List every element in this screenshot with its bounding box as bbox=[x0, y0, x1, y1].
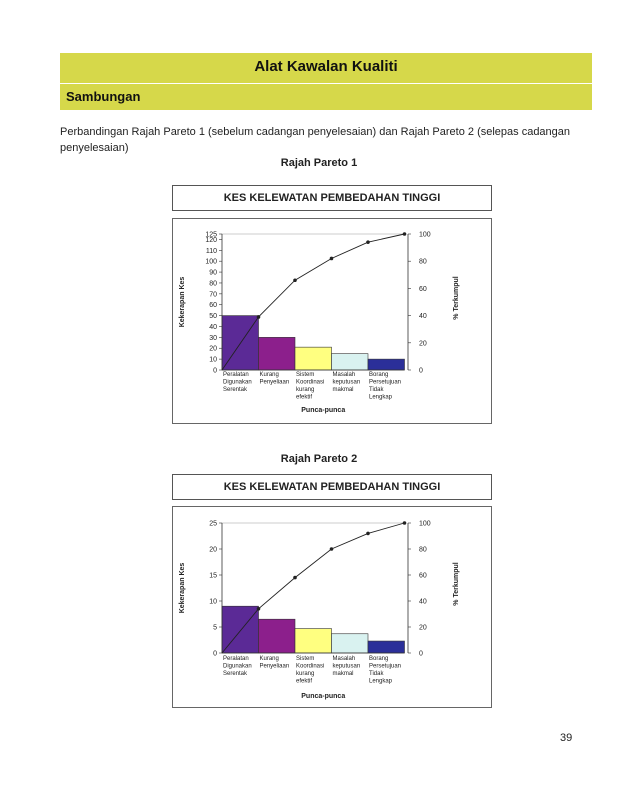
category-label: Sistem bbox=[296, 372, 315, 378]
chart-2-heading: Rajah Pareto 2 bbox=[280, 453, 358, 465]
cumulative-point bbox=[403, 232, 407, 236]
cumulative-point bbox=[366, 240, 370, 244]
pareto-chart-2 bbox=[172, 506, 492, 708]
category-label: Serentak bbox=[223, 671, 248, 677]
category-label: Digunakan bbox=[223, 663, 252, 670]
category-label: Lengkap bbox=[369, 678, 393, 685]
bar bbox=[332, 354, 369, 370]
category-label: Kurang bbox=[259, 372, 279, 378]
y-tick-label: 110 bbox=[205, 247, 217, 255]
bar bbox=[332, 634, 369, 653]
y2-tick-label: 40 bbox=[419, 598, 427, 606]
y-tick-label: 10 bbox=[209, 598, 217, 606]
y-tick-label: 25 bbox=[209, 520, 217, 528]
category-label: Serentak bbox=[223, 387, 248, 393]
y2-tick-label: 0 bbox=[419, 650, 423, 658]
bar bbox=[368, 641, 405, 653]
y-tick-label: 50 bbox=[209, 313, 217, 321]
category-label: efektif bbox=[296, 678, 313, 685]
category-label: Masalah bbox=[332, 656, 356, 662]
category-label: efektif bbox=[296, 394, 313, 401]
category-label: Lengkap bbox=[369, 394, 393, 401]
category-label: keputusan bbox=[332, 379, 361, 386]
y2-tick-label: 20 bbox=[419, 340, 427, 348]
category-label: Tidak bbox=[369, 387, 384, 393]
y-tick-label: 90 bbox=[209, 269, 217, 277]
y-tick-label: 0 bbox=[213, 367, 217, 375]
cumulative-point bbox=[257, 607, 261, 611]
category-label: kurang bbox=[296, 671, 315, 677]
category-label: Persetujuan bbox=[369, 663, 402, 670]
category-label: Koordinasi bbox=[296, 379, 325, 386]
y2-tick-label: 80 bbox=[419, 258, 427, 266]
cumulative-point bbox=[366, 532, 370, 536]
chart-1-heading: Rajah Pareto 1 bbox=[280, 157, 358, 169]
category-label: Persetujuan bbox=[369, 379, 402, 386]
category-label: Sistem bbox=[296, 656, 315, 662]
category-label: Borang bbox=[369, 372, 389, 378]
category-label: Peralatan bbox=[223, 372, 249, 378]
chart-frame bbox=[173, 507, 492, 708]
header-banner bbox=[60, 53, 592, 83]
subheader-banner bbox=[60, 84, 592, 110]
y-tick-label: 60 bbox=[209, 302, 217, 310]
cumulative-point bbox=[293, 278, 297, 282]
pareto-chart-1 bbox=[172, 218, 492, 424]
cumulative-point bbox=[330, 547, 334, 551]
category-label: keputusan bbox=[332, 663, 361, 670]
y-tick-label: 30 bbox=[209, 334, 217, 342]
y-tick-label: 15 bbox=[209, 572, 217, 580]
y-tick-label: 70 bbox=[209, 291, 217, 299]
category-label: makmal bbox=[332, 671, 354, 677]
y2-tick-label: 60 bbox=[419, 285, 427, 293]
category-label: Penyeliaan bbox=[259, 379, 290, 386]
bar bbox=[259, 619, 296, 653]
chart-1-title: KES KELEWATAN PEMBEDAHAN TINGGI bbox=[172, 185, 492, 211]
intro-text: Perbandingan Rajah Pareto 1 (sebelum cadangan penyelesaian) dan Rajah Pareto 2 (selepas cadangan penyelesaian) bbox=[60, 126, 571, 154]
y-tick-label: 125 bbox=[205, 231, 217, 239]
category-label: kurang bbox=[296, 387, 315, 393]
y-tick-label: 100 bbox=[205, 258, 217, 266]
cumulative-point bbox=[293, 576, 297, 580]
y-tick-label: 40 bbox=[209, 323, 217, 331]
bar bbox=[295, 629, 332, 653]
category-label: Peralatan bbox=[223, 656, 249, 662]
y-axis-title: Kekerapan Kes bbox=[179, 562, 186, 614]
x-axis-title: Punca-punca bbox=[301, 693, 346, 700]
category-label: Digunakan bbox=[223, 379, 252, 386]
category-label: Borang bbox=[369, 656, 389, 662]
bar bbox=[368, 359, 405, 370]
category-label: Koordinasi bbox=[296, 663, 325, 670]
page-title: Alat Kawalan Kualiti bbox=[254, 58, 398, 75]
y2-tick-label: 20 bbox=[419, 624, 427, 632]
y2-tick-label: 80 bbox=[419, 546, 427, 554]
chart-2-title: KES KELEWATAN PEMBEDAHAN TINGGI bbox=[172, 474, 492, 500]
y-tick-label: 120 bbox=[205, 236, 217, 244]
cumulative-point bbox=[257, 315, 261, 319]
y-tick-label: 20 bbox=[209, 345, 217, 353]
y-tick-label: 80 bbox=[209, 280, 217, 288]
category-label: makmal bbox=[332, 387, 354, 393]
cumulative-point bbox=[403, 521, 407, 525]
y2-tick-label: 40 bbox=[419, 313, 427, 321]
category-label: Tidak bbox=[369, 671, 384, 677]
y2-tick-label: 0 bbox=[419, 367, 423, 375]
category-label: Kurang bbox=[259, 656, 279, 662]
bar bbox=[259, 337, 296, 370]
y2-tick-label: 100 bbox=[419, 231, 431, 239]
y2-tick-label: 60 bbox=[419, 572, 427, 580]
y2-axis-title: % Terkumpul bbox=[453, 276, 460, 320]
y-tick-label: 10 bbox=[209, 356, 217, 364]
y2-tick-label: 100 bbox=[419, 520, 431, 528]
section-subtitle: Sambungan bbox=[66, 89, 141, 104]
page-number: 39 bbox=[560, 732, 573, 744]
cumulative-point bbox=[330, 257, 334, 261]
x-axis-title: Punca-punca bbox=[301, 407, 346, 414]
bar bbox=[295, 347, 332, 370]
y-tick-label: 5 bbox=[213, 624, 217, 632]
category-label: Penyeliaan bbox=[259, 663, 290, 670]
y2-axis-title: % Terkumpul bbox=[453, 562, 460, 606]
y-tick-label: 20 bbox=[209, 546, 217, 554]
category-label: Masalah bbox=[332, 372, 356, 378]
y-axis-title: Kekerapan Kes bbox=[179, 276, 186, 328]
y-tick-label: 0 bbox=[213, 650, 217, 658]
